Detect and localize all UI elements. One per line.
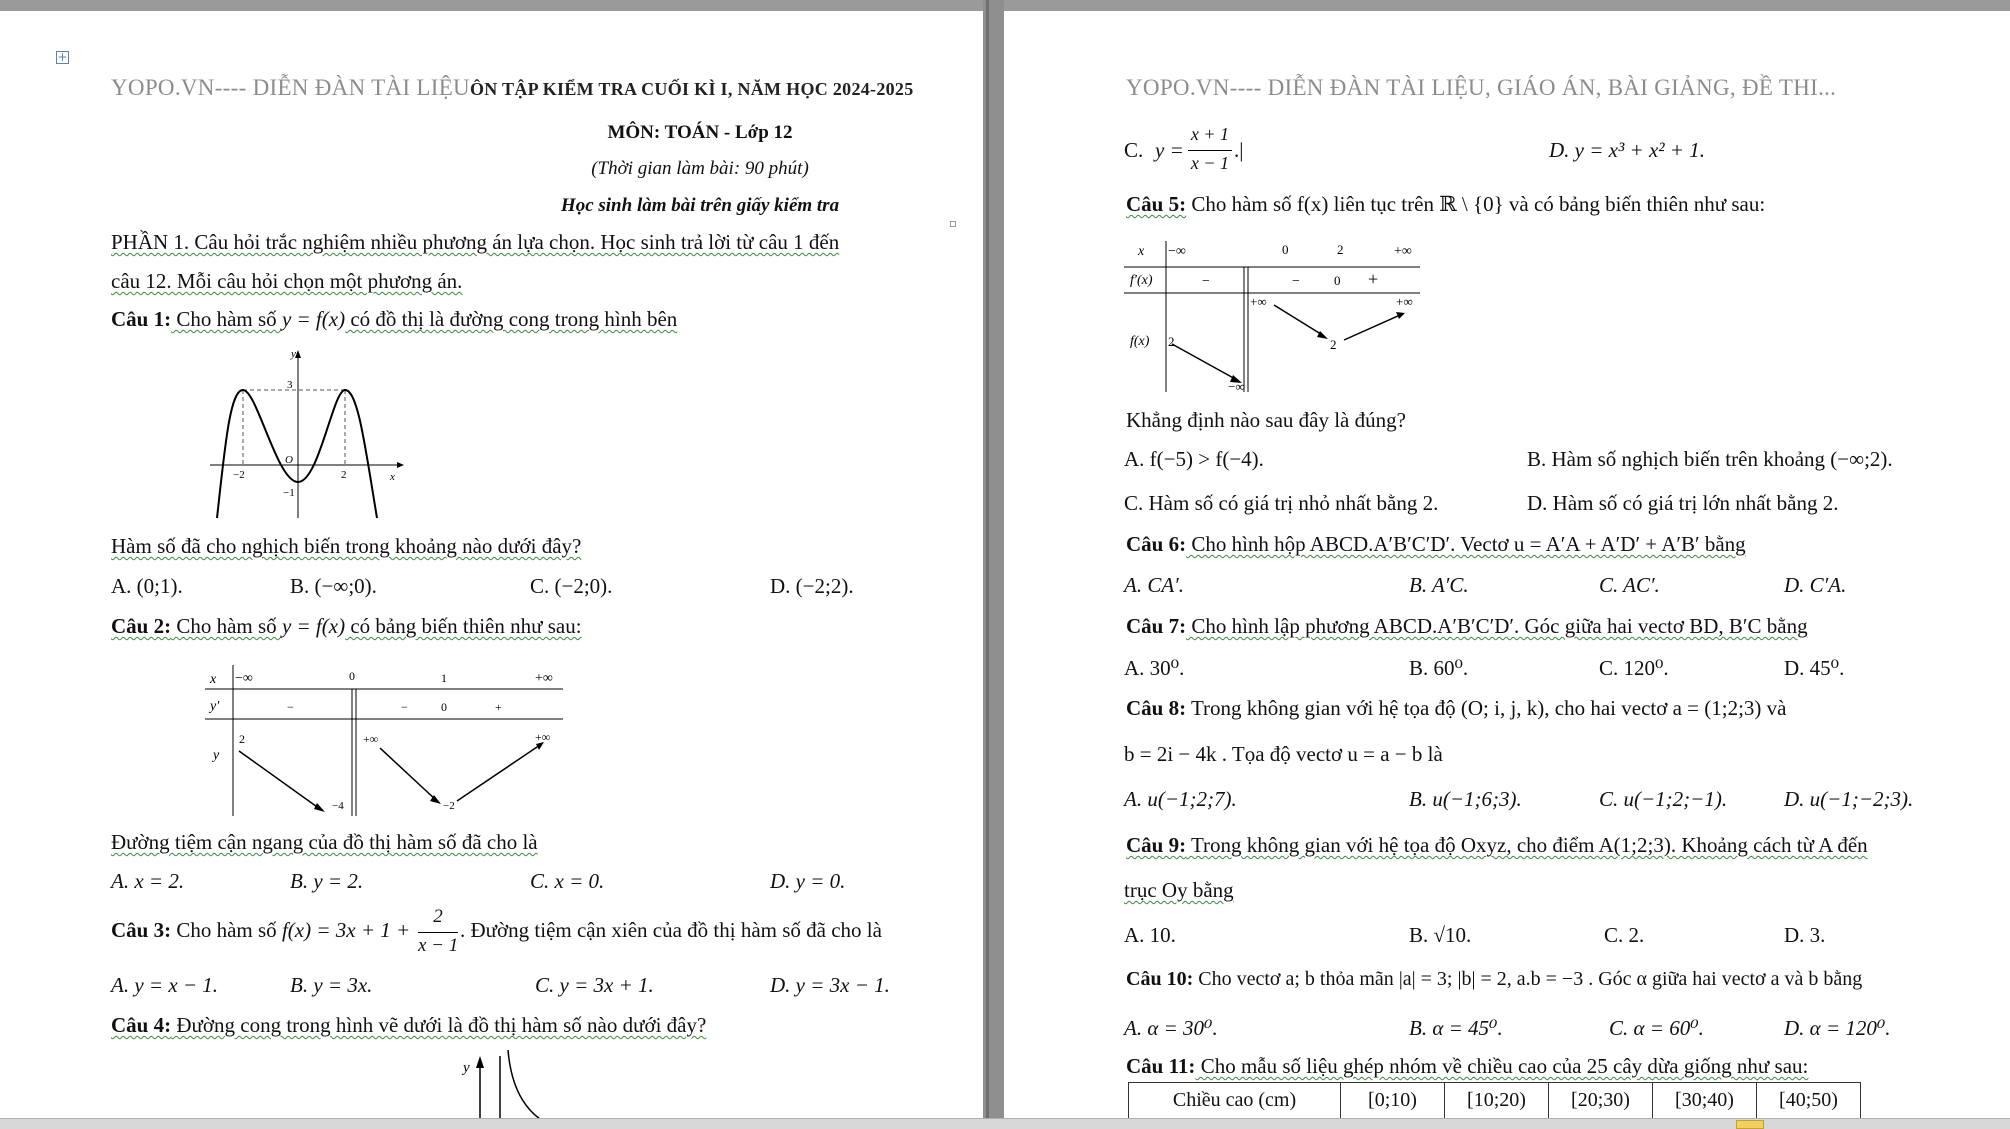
q5-option-d: D. Hàm số có giá trị lớn nhất bằng 2. [1527,491,1839,515]
q4-label: Câu 4: [111,1013,172,1037]
q5-val-2: 2 [1168,334,1175,349]
q1-option-d: D. (−2;2). [770,574,854,598]
horizontal-scrollbar[interactable] [0,1118,2010,1129]
q2-val-pinf: +∞ [363,732,379,746]
exam-title: ÔN TẬP KIỂM TRA CUỐI KÌ I, NĂM HỌC 2024-2025 [469,79,914,99]
q2-row-yprime: y′ [210,699,220,714]
q1-text-b: có đồ thị là đường cong trong hình bên [345,307,678,331]
question-9-line1 [1126,834,1868,857]
q5-sign-plus: + [1368,269,1379,289]
q3-option-c: C. y = 3x + 1. [535,973,654,997]
q7-option-d: D. 45⁰. [1784,656,1845,680]
q2-variation-table [205,661,575,821]
q6-text: Cho hình hộp ABCD.A′B′C′D′. Vectơ u = A′A + A′D′ + A′B′ bằng [1186,532,1746,556]
q4-axis-y-label: y [463,1060,470,1076]
q8-option-d: D. u(−1;−2;3). [1784,787,1914,811]
q9-label: Câu 9: [1126,833,1187,857]
q5-option-a: A. f(−5) > f(−4). [1124,447,1264,471]
subject-line: MÔN: TOÁN - Lớp 12 [607,122,793,143]
question-3 [111,919,410,942]
q5-val-pinf: +∞ [1250,294,1267,309]
q1-label: Câu 1: [111,307,172,331]
q3-option-b: B. y = 3x. [290,973,373,997]
q2-label: Câu 2: [111,614,172,638]
question-2 [111,615,582,638]
q11-text: Cho mẫu số liệu ghép nhóm về chiều cao của 25 cây dừa giống như sau: [1195,1054,1809,1078]
q8-label: Câu 8: [1126,696,1187,720]
table-row [1129,1083,1861,1119]
q9-option-c: C. 2. [1604,923,1645,947]
q3-fraction-numerator: 2 [433,906,443,927]
q9-option-a: A. 10. [1124,923,1176,947]
q2-option-b: B. y = 2. [290,869,364,893]
q5-x-2: 2 [1337,242,1344,257]
q2-math: y = f(x) [281,614,346,638]
q1-text-a: Cho hàm số [171,307,282,331]
q11-label: Câu 11: [1126,1054,1196,1078]
part1-heading-line1: PHẦN 1. Câu hỏi trắc nghiệm nhiều phương án lựa chọn. Học sinh trả lời từ câu 1 đến [111,230,840,254]
question-4 [111,1014,706,1037]
q5-option-b: B. Hàm số nghịch biến trên khoảng (−∞;2). [1527,447,1893,471]
q4-option-c-end: .| [1234,138,1244,162]
q11-header-interval-2: [10;20) [1445,1083,1549,1119]
q2-x-minf: −∞ [235,671,253,686]
q3-fraction-denominator: x − 1 [418,935,459,956]
q10-option-c: C. α = 60⁰. [1609,1016,1704,1040]
q5-variation-table [1124,237,1424,397]
question-5 [1126,193,1765,216]
q3-text-a: Cho hàm số [171,918,282,942]
q6-option-b: B. A′C. [1409,573,1469,597]
document-page-left [0,11,983,1129]
q10-label: Câu 10: [1126,968,1194,990]
instruction-line: Học sinh làm bài trên giấy kiểm tra [560,195,840,216]
q1-function-graph [205,346,405,521]
q10-text: Cho vectơ a; b thỏa mãn |a| = 3; |b| = 2, a.b = −3 . Góc α giữa hai vectơ a và b bằng [1193,968,1863,990]
time-line: (Thời gian làm bài: 90 phút) [591,158,809,179]
q1-axis-x-label: x [390,471,395,483]
q5-option-c: C. Hàm số có giá trị nhỏ nhất bằng 2. [1124,491,1439,515]
part1-heading-line2: câu 12. Mỗi câu hỏi chọn một phương án. [111,269,463,293]
q5-val-pinf2: +∞ [1396,294,1413,309]
q3-option-a: A. y = x − 1. [111,973,219,997]
q4-option-c-fraction-bar [1188,150,1232,151]
q6-option-c: C. AC′. [1599,573,1660,597]
q2-x-pinf: +∞ [535,671,553,686]
q2-val-m2: −2 [443,800,455,812]
q5-row-x: x [1138,244,1145,259]
q9-option-d: D. 3. [1784,923,1826,947]
q5-row-f: f(x) [1130,334,1150,349]
q4-option-c-lhs: y = [1155,138,1184,162]
document-page-right [1004,11,2010,1129]
q5-row-fprime: f′(x) [1130,273,1153,288]
paragraph-mark-icon [950,221,956,227]
q11-header-interval-3: [20;30) [1549,1083,1653,1119]
q9-text-2: trục Oy bằng [1124,878,1234,902]
q2-val-m4: −4 [332,800,344,812]
q2-question: Đường tiệm cận ngang của đồ thị hàm số đã cho là [111,830,538,854]
page-header [111,75,914,100]
q2-sign-zero: 0 [441,700,447,714]
q2-text-a: Cho hàm số [171,614,282,638]
q9-text-1: Trong không gian với hệ tọa độ Oxyz, cho điểm A(1;2;3). Khoảng cách từ A đến [1186,833,1868,857]
q11-frequency-table [1128,1082,1861,1119]
question-6 [1126,533,1746,556]
q11-header-height: Chiều cao (cm) [1129,1083,1341,1119]
q2-option-a: A. x = 2. [111,869,185,893]
question-11 [1126,1055,1808,1078]
q8-option-c: C. u(−1;2;−1). [1599,787,1728,811]
q2-val-pinf2: +∞ [535,730,551,744]
q2-sign-plus: + [495,700,502,714]
q3-option-d: D. y = 3x − 1. [770,973,890,997]
page-gap-rule [986,0,989,1129]
q2-val-2: 2 [239,732,245,746]
scrollbar-thumb[interactable] [1736,1120,1764,1129]
q7-option-c: C. 120⁰. [1599,656,1669,680]
q10-option-b: B. α = 45⁰. [1409,1016,1503,1040]
q5-question: Khẳng định nào sau đây là đúng? [1126,408,1406,432]
q3-label: Câu 3: [111,918,172,942]
q4-function-graph [455,1046,575,1129]
q7-label: Câu 7: [1126,614,1187,638]
q2-option-d: D. y = 0. [770,869,846,893]
q1-tick-3: 3 [287,379,293,391]
q4-option-d: D. y = x³ + x² + 1. [1549,138,1705,162]
q8-text-1: Trong không gian với hệ tọa độ (O; i, j, k), cho hai vectơ a = (1;2;3) và [1186,696,1787,720]
q5-val-min: 2 [1330,337,1337,352]
q3-fraction-bar [418,932,458,933]
q1-origin: O [285,454,293,466]
question-10 [1126,968,1862,990]
table-move-handle-icon[interactable]: + [57,50,68,64]
q2-sign-1: − [287,700,294,714]
q11-header-interval-4: [30;40) [1653,1083,1757,1119]
q6-option-d: D. C′A. [1784,573,1847,597]
q5-sign-zero: 0 [1334,273,1341,288]
q3-text-b: . Đường tiệm cận xiên của đồ thị hàm số đã cho là [460,918,882,942]
q2-option-c: C. x = 0. [530,869,605,893]
q5-sign-1: − [1202,274,1210,289]
q2-row-y: y [213,748,220,763]
q3-math: f(x) = 3x + 1 + [281,918,411,942]
q8-option-a: A. u(−1;2;7). [1124,787,1237,811]
q2-x-1: 1 [441,671,447,685]
q8-option-b: B. u(−1;6;3). [1409,787,1522,811]
q7-option-a: A. 30⁰. [1124,656,1185,680]
q1-tick-2: 2 [341,469,347,481]
q9-option-b: B. √10. [1409,923,1472,947]
q2-text-b: có bảng biến thiên như sau: [345,614,582,638]
q11-header-interval-5: [40;50) [1757,1083,1861,1119]
q5-x-0: 0 [1282,242,1289,257]
question-1 [111,308,677,331]
q5-label: Câu 5: [1126,192,1187,216]
q1-math: y = f(x) [281,307,346,331]
q5-val-minf: −∞ [1228,379,1245,394]
q2-sign-2: − [401,700,408,714]
q4-option-c-denominator: x − 1 [1190,153,1230,173]
page-gap [983,0,1004,1129]
q6-option-a: A. CA′. [1124,573,1185,597]
q11-header-interval-1: [0;10) [1341,1083,1445,1119]
q4-option-c-prefix: C. [1124,138,1144,162]
q10-option-d: D. α = 120⁰. [1784,1016,1891,1040]
q6-label: Câu 6: [1126,532,1187,556]
question-8-line1 [1126,697,1786,720]
q1-tick-m2: −2 [233,469,245,481]
q5-x-pinf: +∞ [1394,244,1412,259]
q1-tick-m1: −1 [283,487,295,499]
q7-text: Cho hình lập phương ABCD.A′B′C′D′. Góc giữa hai vectơ BD, B′C bằng [1186,614,1808,638]
q1-question: Hàm số đã cho nghịch biến trong khoảng nào dưới đây? [111,534,582,558]
question-7 [1126,615,1808,638]
q2-row-x: x [210,672,217,687]
q1-option-a: A. (0;1). [111,574,183,598]
q1-option-c: C. (−2;0). [530,574,613,598]
q4-text: Đường cong trong hình vẽ dưới là đồ thị hàm số nào dưới đây? [171,1013,707,1037]
q5-x-minf: −∞ [1168,244,1186,259]
header-site: YOPO.VN---- DIỄN ĐÀN TÀI LIỆU [111,75,470,100]
page-header: YOPO.VN---- DIỄN ĐÀN TÀI LIỆU, GIÁO ÁN, BÀI GIẢNG, ĐỀ THI... [1126,75,1837,100]
q2-x-0: 0 [349,669,355,683]
q5-sign-2: − [1292,274,1300,289]
q8-text-2: b = 2i − 4k . Tọa độ vectơ u = a − b là [1124,742,1443,766]
q1-option-b: B. (−∞;0). [290,574,377,598]
q1-axis-y-label: y [291,348,296,360]
q5-text: Cho hàm số f(x) liên tục trên ℝ \ {0} và có bảng biến thiên như sau: [1186,192,1766,216]
q4-option-c-numerator: x + 1 [1190,124,1230,144]
q10-option-a: A. α = 30⁰. [1124,1016,1218,1040]
q7-option-b: B. 60⁰. [1409,656,1469,680]
